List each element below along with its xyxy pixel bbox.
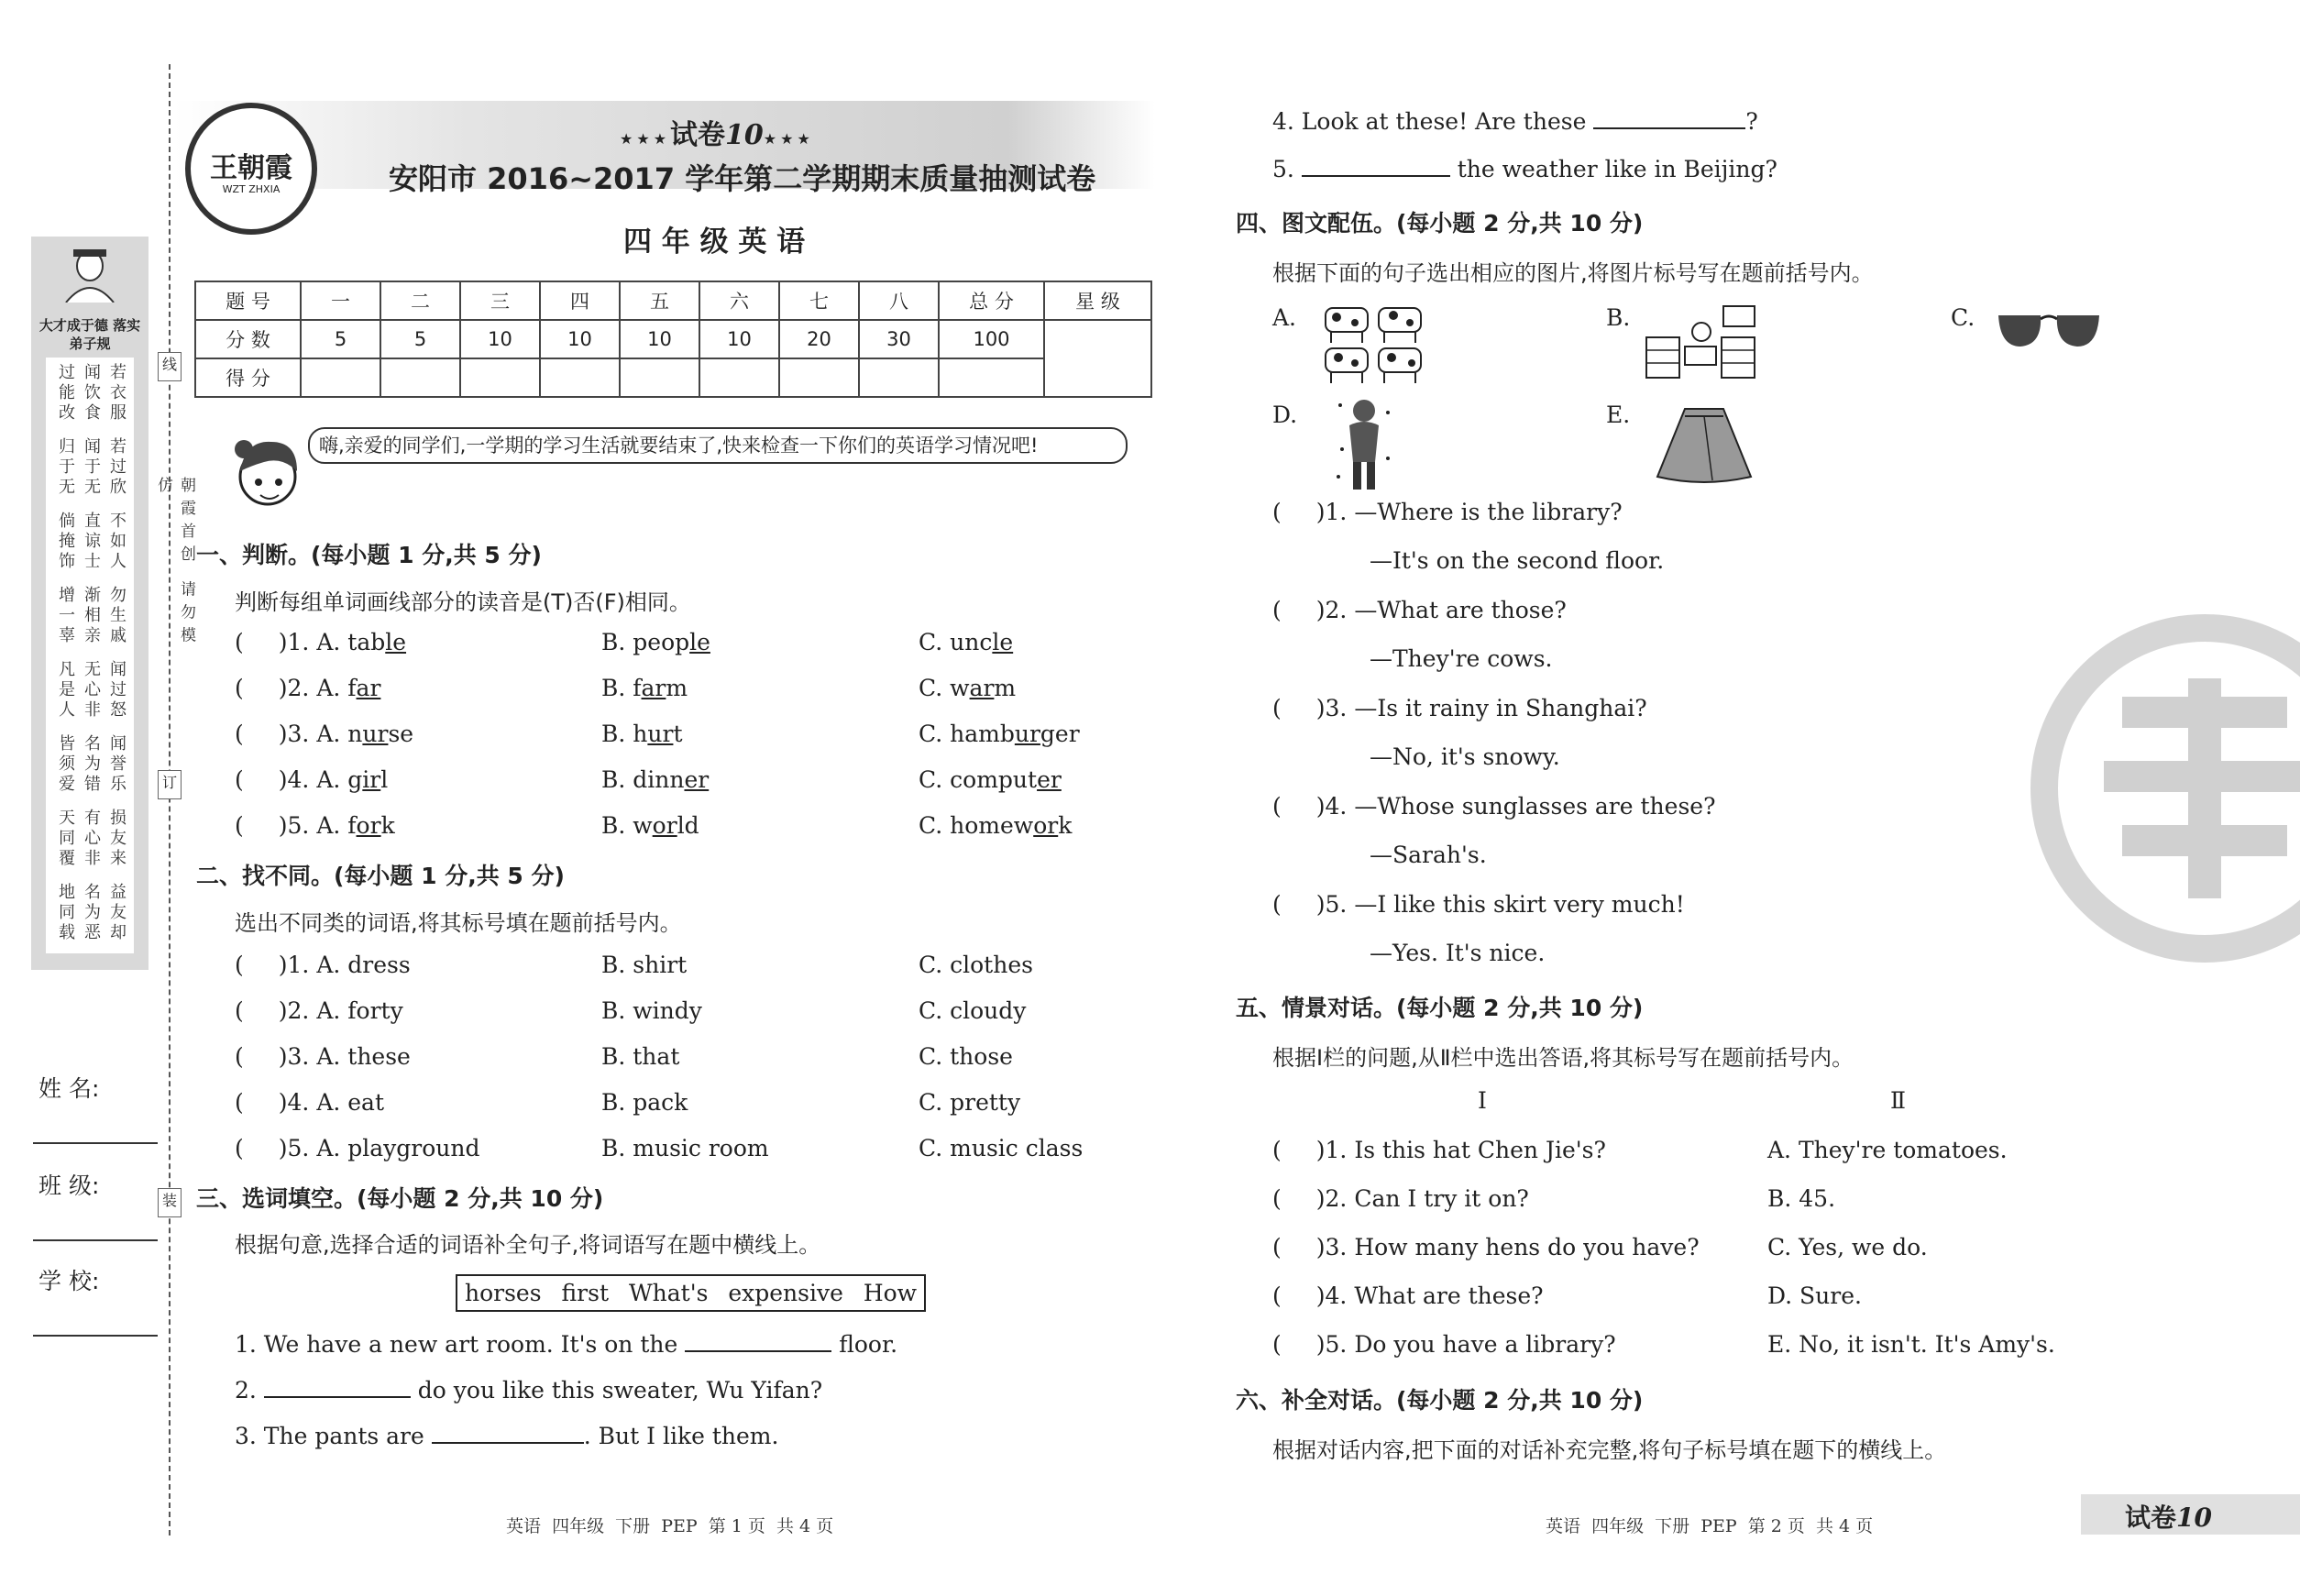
dialogue-answer: C. Yes, we do. [1767,1234,1928,1260]
dialogue-item: ( )1. Is this hat Chen Jie's? [1272,1137,1606,1163]
verse-column: 若过欣 [107,437,127,498]
fill-item: 2. do you like this sweater, Wu Yifan? [235,1377,823,1403]
picture-label: D. [1272,402,1298,428]
option-b: B. hurt [601,721,683,747]
name-line[interactable] [33,1142,158,1144]
name-label: 姓 名: [39,1075,100,1102]
option-b: B. windy [601,997,702,1024]
column-heading-1: Ⅰ [1478,1087,1487,1114]
odd-one-out-item: ( )5. A. playground [235,1135,480,1161]
sidebar-motto: 大才成于德 落实弟子规 [39,317,141,352]
match-item: ( )3. —Is it rainy in Shanghai? [1272,695,1647,721]
verse-column: 渐相亲 [82,586,101,646]
fill-item: 1. We have a new art room. It's on the floor. [235,1331,898,1358]
option-c: C. warm [919,675,1017,701]
odd-one-out-item: ( )4. A. eat [235,1089,385,1116]
class-label: 班 级: [39,1172,100,1199]
star-rating-cell[interactable] [1044,320,1151,397]
option-c: C. uncle [919,629,1014,655]
class-line[interactable] [33,1239,158,1241]
odd-one-out-item: ( )1. A. dress [235,952,411,978]
match-answer: —No, it's snowy. [1370,743,1560,770]
dialogue-item: ( )3. How many hens do you have? [1272,1234,1700,1260]
binding-cut-line [169,64,171,1535]
table-row: 题 号 一 二 三 四 五 六 七 八 总 分 星 级 [195,281,1151,320]
judge-item: ( )5. A. fork [235,812,395,839]
picture-label: C. [1951,304,1975,331]
judge-item: ( )1. A. table [235,629,407,655]
verse-column: 若衣服 [107,363,127,424]
section-2-title: 二、找不同。(每小题 1 分,共 5 分) [196,863,565,889]
snow-picture [1335,394,1393,495]
answer-blank[interactable] [432,1441,584,1444]
option-c: C. homework [919,812,1073,839]
score-table [194,281,1152,398]
fill-item: 3. The pants are . But I like them. [235,1423,779,1449]
option-c: C. pretty [919,1089,1021,1116]
seal-mark: 线 [158,352,182,381]
row-label: 得 分 [195,358,301,397]
answer-blank[interactable] [1302,174,1450,177]
match-item: ( )4. —Whose sunglasses are these? [1272,793,1716,820]
judge-item: ( )2. A. far [235,675,381,701]
verse-column: 过能改 [56,363,75,424]
match-answer: —They're cows. [1370,645,1553,672]
verse-column: 倘掩饰 [56,512,75,572]
verse-column: 益友却 [107,883,127,943]
dialogue-answer: D. Sure. [1767,1282,1862,1309]
option-b: B. dinner [601,766,710,793]
verse-column: 归于无 [56,437,75,498]
verse-column: 闻于无 [82,437,101,498]
section-4-instruction: 根据下面的句子选出相应的图片,将图片标号写在题前括号内。 [1272,260,1874,286]
answer-blank[interactable] [685,1349,831,1352]
row-label: 题 号 [195,281,301,320]
verse-column: 有心非 [82,809,101,869]
option-b: B. world [601,812,699,839]
seal-mark: 装 [158,1188,182,1217]
verse-column: 名为恶 [82,883,101,943]
section-3-instruction: 根据句意,选择合适的词语补全句子,将词语写在题中横线上。 [235,1232,821,1258]
match-answer: —Sarah's. [1370,842,1487,868]
copyright-note: 朝霞首创 请勿模仿 [154,477,195,650]
sidebar-verses [48,363,132,950]
school-line[interactable] [33,1335,158,1337]
dialogue-answer: B. 45. [1767,1185,1836,1212]
judge-item: ( )4. A. girl [235,766,389,793]
match-answer: —It's on the second floor. [1370,547,1665,574]
option-c: C. cloudy [919,997,1027,1024]
dialogue-answer: E. No, it isn't. It's Amy's. [1767,1331,2055,1358]
option-b: B. people [601,629,710,655]
paper-number: ★★★试卷10★★★ [620,119,814,151]
verse-column: 凡是人 [56,660,75,721]
verse-column: 天同覆 [56,809,75,869]
scholar-illustration [48,246,132,303]
verse-column: 损友来 [107,809,127,869]
page-footer-left: 英语 四年级 下册 PEP 第 1 页 共 4 页 [506,1516,834,1536]
sunglasses-picture [1995,308,2103,354]
section-1-title: 一、判断。(每小题 1 分,共 5 分) [196,542,542,568]
answer-blank[interactable] [264,1395,411,1398]
page-footer-right: 英语 四年级 下册 PEP 第 2 页 共 4 页 [1546,1516,1874,1536]
option-c: C. those [919,1043,1013,1070]
table-row [195,358,1151,397]
odd-one-out-item: ( )3. A. these [235,1043,411,1070]
verse-column: 增一辜 [56,586,75,646]
watermark-seal [2030,614,2300,963]
skirt-picture [1654,403,1755,486]
option-b: B. farm [601,675,688,701]
exam-title: 安阳市 2016~2017 学年第二学期期末质量抽测试卷 [389,161,1096,196]
row-label: 分 数 [195,320,301,358]
section-2-instruction: 选出不同类的词语,将其标号填在题前括号内。 [235,910,682,936]
option-b: B. that [601,1043,680,1070]
footer-paper-tag: 试卷10 [2125,1502,2212,1533]
dialogue-item: ( )5. Do you have a library? [1272,1331,1616,1358]
logo-badge: 王朝霞 WZT ZHXIA [185,103,317,235]
match-item: ( )1. —Where is the library? [1272,499,1623,525]
answer-blank[interactable] [1593,127,1745,129]
judge-item: ( )3. A. nurse [235,721,414,747]
column-heading-2: Ⅱ [1890,1087,1906,1114]
dialogue-answer: A. They're tomatoes. [1767,1137,2008,1163]
verse-column: 地同载 [56,883,75,943]
fill-item: 5. the weather like in Beijing? [1272,156,1777,182]
library-picture [1643,301,1760,383]
greeting-bubble: 嗨,亲爱的同学们,一学期的学习生活就要结束了,快来检查一下你们的英语学习情况吧! [308,427,1128,464]
option-b: B. shirt [601,952,688,978]
verse-column: 不如人 [107,512,127,572]
section-3-title: 三、选词填空。(每小题 2 分,共 10 分) [196,1185,604,1212]
section-5-title: 五、情景对话。(每小题 2 分,共 10 分) [1236,995,1644,1021]
cows-picture [1322,303,1434,385]
option-b: B. pack [601,1089,688,1116]
picture-label: E. [1606,402,1631,428]
school-label: 学 校: [39,1268,100,1294]
match-answer: —Yes. It's nice. [1370,940,1546,966]
dialogue-item: ( )4. What are these? [1272,1282,1544,1309]
section-6-instruction: 根据对话内容,把下面的对话补充完整,将句子标号填在题下的横线上。 [1272,1437,1947,1463]
word-bank: horses first What's expensive How [456,1274,926,1312]
match-item: ( )5. —I like this skirt very much! [1272,891,1685,918]
option-c: C. clothes [919,952,1033,978]
dialogue-item: ( )2. Can I try it on? [1272,1185,1529,1212]
option-c: C. music class [919,1135,1084,1161]
section-1-instruction: 判断每组单词画线部分的读音是(T)否(F)相同。 [235,589,691,615]
verse-column: 闻饮食 [82,363,101,424]
verse-column: 勿生戚 [107,586,127,646]
verse-column: 闻过怒 [107,660,127,721]
fill-item: 4. Look at these! Are these ? [1272,108,1758,135]
section-6-title: 六、补全对话。(每小题 2 分,共 10 分) [1236,1387,1644,1414]
option-b: B. music room [601,1135,769,1161]
table-row: 分 数 5 5 10 10 10 10 20 30 100 [195,320,1151,358]
subject-title: 四 年 级 英 语 [623,226,806,259]
verse-column: 直谅士 [82,512,101,572]
verse-column: 闻誉乐 [107,734,127,795]
verse-column: 名为错 [82,734,101,795]
verse-column: 皆须爱 [56,734,75,795]
seal-mark: 订 [158,770,182,799]
match-item: ( )2. —What are those? [1272,597,1567,623]
verse-column: 无心非 [82,660,101,721]
section-5-instruction: 根据Ⅰ栏的问题,从Ⅱ栏中选出答语,将其标号写在题前括号内。 [1272,1045,1854,1071]
section-4-title: 四、图文配伍。(每小题 2 分,共 10 分) [1236,210,1644,237]
option-c: C. hamburger [919,721,1080,747]
picture-label: B. [1606,304,1631,331]
girl-mascot [227,429,306,517]
option-c: C. computer [919,766,1062,793]
odd-one-out-item: ( )2. A. forty [235,997,403,1024]
picture-label: A. [1272,304,1297,331]
